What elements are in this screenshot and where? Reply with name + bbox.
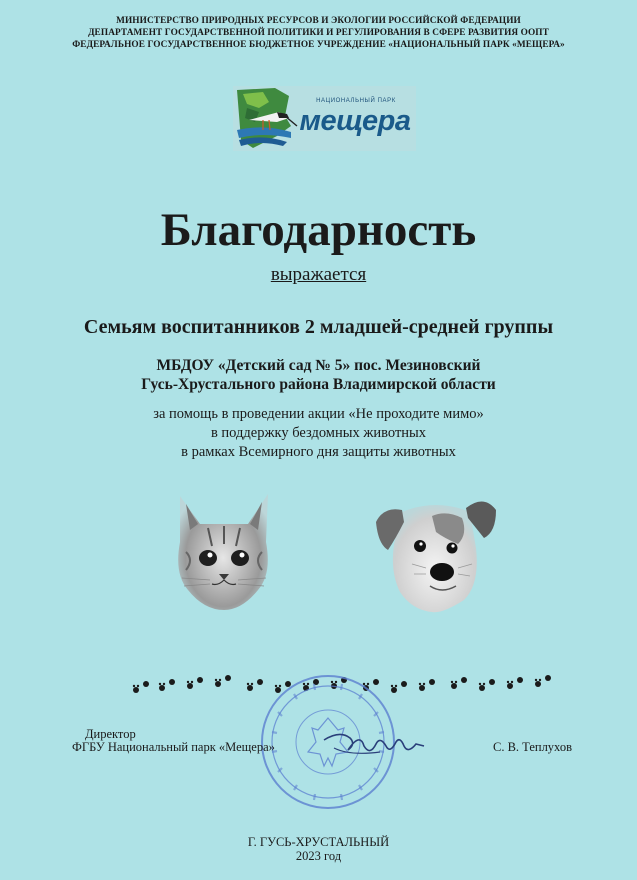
subtitle	[0, 264, 637, 286]
ministry-line: МИНИСТЕРСТВО ПРИРОДНЫХ РЕСУРСОВ И ЭКОЛОГИИ РОССИЙСКОЙ ФЕДЕРАЦИИ	[116, 16, 521, 26]
department-line: ДЕПАРТАМЕНТ ГОСУДАРСТВЕННОЙ ПОЛИТИКИ И РЕГУЛИРОВАНИЯ В СФЕРЕ РАЗВИТИЯ ООПТ	[88, 28, 549, 38]
reason-line-1: за помощь в проведении акции «Не проходите мимо»	[153, 406, 484, 422]
footer-city: Г. ГУСЬ-ХРУСТАЛЬНЫЙ	[247, 835, 390, 849]
meshchera-logo	[233, 86, 416, 151]
logo-small-text: НАЦИОНАЛЬНЫЙ ПАРК	[316, 98, 396, 104]
subtitle-text: выражается	[270, 264, 367, 285]
reason-line-2: в поддержку бездомных животных	[210, 425, 427, 441]
footer-year: 2023 год	[295, 849, 342, 863]
kitten-illustration	[172, 490, 276, 612]
page-title: Благодарность	[160, 204, 477, 256]
signer-name: С. В. Теплухов	[493, 740, 572, 754]
reason-line-3: в рамках Всемирного дня защиты животных	[181, 444, 456, 460]
recipient-line-1: Семьям воспитанников 2 младшей-средней группы	[83, 316, 554, 338]
institution-line: ФЕДЕРАЛЬНОЕ ГОСУДАРСТВЕННОЕ БЮДЖЕТНОЕ УЧРЕЖДЕНИЕ «НАЦИОНАЛЬНЫЙ ПАРК «МЕЩЕРА»	[72, 40, 565, 50]
logo-name-text: мещера	[299, 105, 411, 137]
recipient-line-3: Гусь-Хрустального района Владимирской области	[141, 376, 496, 393]
signer-role-2: ФГБУ Национальный парк «Мещера»	[72, 740, 275, 754]
recipient-line-2: МБДОУ «Детский сад № 5» пос. Мезиновский	[156, 357, 481, 374]
handwritten-signature	[320, 726, 430, 762]
puppy-illustration	[372, 488, 500, 614]
signer-role-1: Директор	[85, 727, 136, 741]
